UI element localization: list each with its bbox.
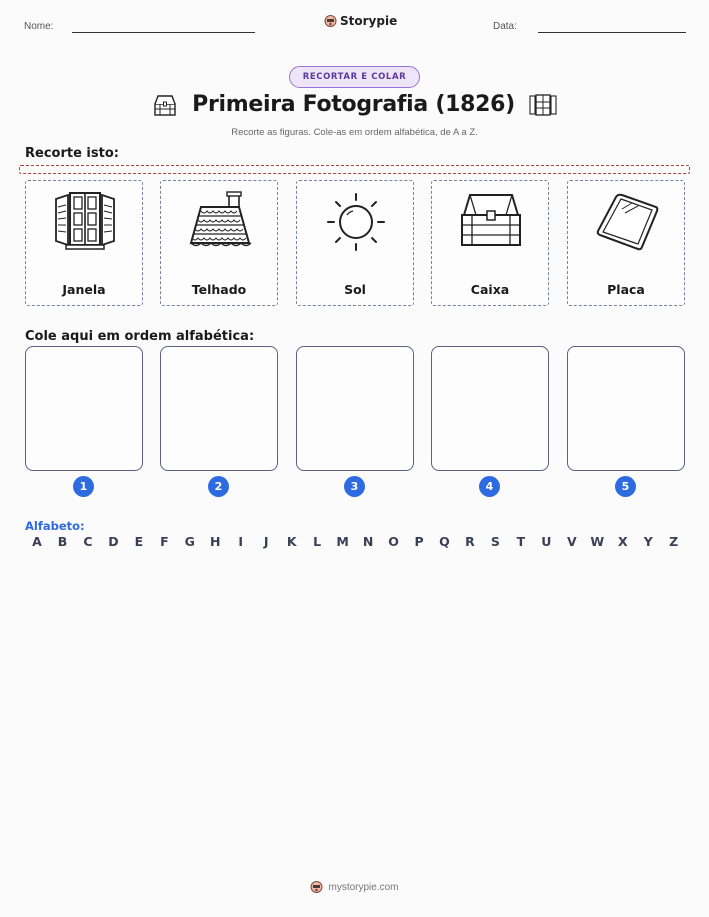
alphabet-letter: B (57, 534, 68, 549)
alphabet-letter: U (541, 534, 552, 549)
sun-icon (321, 189, 391, 255)
card-label: Placa (607, 282, 645, 297)
paste-section-heading: Cole aqui em ordem alfabética: (25, 329, 255, 344)
cut-card-caixa[interactable] (431, 180, 549, 306)
alphabet-heading: Alfabeto: (25, 519, 85, 533)
card-label: Caixa (470, 282, 510, 297)
alphabet-letter: H (210, 534, 221, 549)
cut-card-telhado[interactable] (160, 180, 278, 306)
paste-box-1[interactable] (25, 346, 143, 471)
alphabet-letter: F (160, 534, 169, 549)
alphabet-letter: C (83, 534, 93, 549)
alphabet-letter: X (617, 534, 628, 549)
alphabet-letter: R (465, 534, 475, 549)
name-label: Nome: (24, 21, 54, 32)
title-text: Primeira Fotografia (1826) (192, 92, 515, 117)
treasure-chest-icon (152, 93, 178, 117)
alphabet-letter: N (362, 534, 374, 549)
brand-logo (324, 14, 397, 28)
alphabet-letter: Y (643, 534, 653, 549)
activity-type-badge: RECORTAR E COLAR (289, 66, 420, 88)
roof-icon (185, 189, 255, 255)
box-icon (456, 189, 526, 255)
footer-url[interactable]: mystorypie.com (328, 881, 399, 893)
alphabet-letter: M (336, 534, 349, 549)
alphabet-letter: K (286, 534, 297, 549)
instructions-text: Recorte as figuras. Cole-as em ordem alfabética, de A a Z. (231, 127, 478, 138)
alphabet-letter: P (414, 534, 424, 549)
alphabet-letter: Q (439, 534, 450, 549)
alphabet-row (28, 534, 683, 549)
alphabet-letter: I (238, 534, 244, 549)
number-badge-5: 5 (615, 476, 636, 497)
alphabet-letter: T (516, 534, 526, 549)
alphabet-letter: G (184, 534, 195, 549)
mascot-icon (310, 880, 323, 894)
plate-icon (592, 189, 662, 255)
card-label: Janela (62, 282, 106, 297)
window-icon (529, 93, 557, 117)
alphabet-letter: S (490, 534, 500, 549)
window-icon (50, 189, 120, 255)
alphabet-letter: W (590, 534, 605, 549)
cut-section-heading: Recorte isto: (25, 146, 119, 161)
card-label: Telhado (191, 282, 247, 297)
number-badge-4: 4 (479, 476, 500, 497)
paste-box-2[interactable] (160, 346, 278, 471)
mascot-icon (324, 14, 337, 28)
paste-box-4[interactable] (431, 346, 549, 471)
alphabet-letter: A (32, 534, 42, 549)
card-label: Sol (344, 282, 366, 297)
alphabet-letter: V (567, 534, 577, 549)
footer (0, 880, 709, 894)
cut-line (19, 165, 690, 174)
brand-name: Storypie (340, 14, 398, 28)
alphabet-letter: E (134, 534, 144, 549)
name-field-line[interactable] (72, 32, 255, 33)
cut-card-sol[interactable] (296, 180, 414, 306)
cut-card-janela[interactable] (25, 180, 143, 306)
number-badge-2: 2 (208, 476, 229, 497)
number-badge-1: 1 (73, 476, 94, 497)
cut-card-placa[interactable] (567, 180, 685, 306)
number-badge-3: 3 (344, 476, 365, 497)
date-field-line[interactable] (538, 32, 686, 33)
page-title (0, 92, 709, 117)
alphabet-letter: D (108, 534, 119, 549)
alphabet-letter: Z (669, 534, 679, 549)
alphabet-letter: J (263, 534, 269, 549)
date-label: Data: (493, 21, 517, 32)
paste-box-3[interactable] (296, 346, 414, 471)
paste-box-5[interactable] (567, 346, 685, 471)
alphabet-letter: L (313, 534, 322, 549)
alphabet-letter: O (388, 534, 399, 549)
